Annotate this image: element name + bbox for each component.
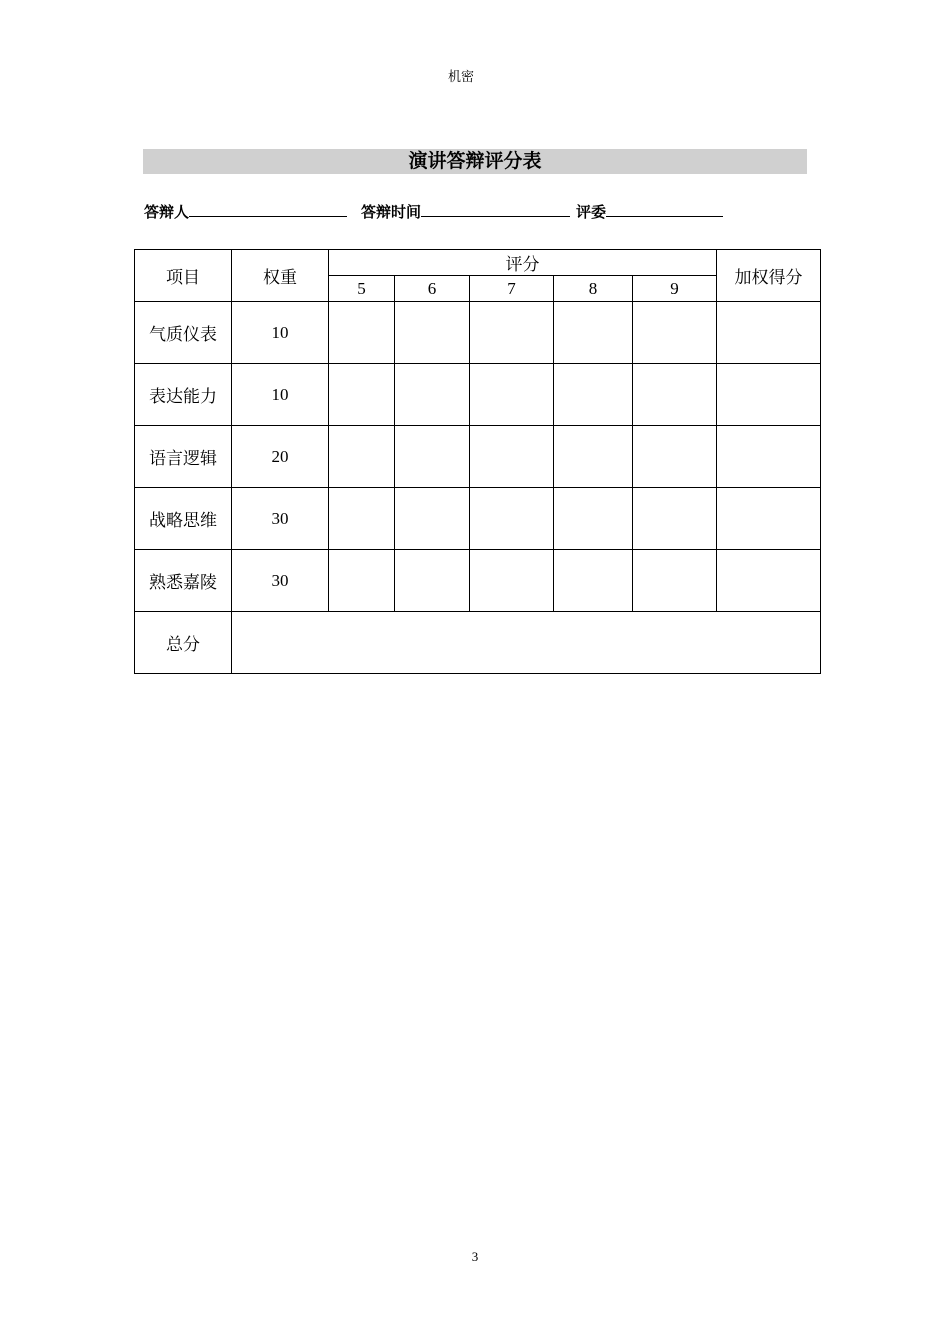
col-weighted-header: 加权得分 <box>717 250 821 302</box>
score-cell <box>470 550 554 612</box>
score-cell <box>633 426 717 488</box>
score-cell <box>470 364 554 426</box>
score-cell <box>633 302 717 364</box>
table-row <box>135 550 821 612</box>
defender-label: 答辩人 <box>144 203 190 221</box>
score-cell <box>554 426 633 488</box>
score-cell <box>395 364 470 426</box>
score-cell <box>554 302 633 364</box>
row-weight: 10 <box>232 364 329 426</box>
score-cell <box>633 550 717 612</box>
score-cell <box>329 488 395 550</box>
time-blank <box>421 201 570 217</box>
weighted-score-cell <box>717 302 821 364</box>
score-cell <box>470 426 554 488</box>
confidential-label: 机密 <box>447 70 474 85</box>
row-weight: 30 <box>232 488 329 550</box>
total-row <box>135 612 821 674</box>
score-level-5: 5 <box>329 276 395 302</box>
score-cell <box>395 550 470 612</box>
score-cell <box>470 488 554 550</box>
score-table <box>134 249 821 674</box>
score-cell <box>395 488 470 550</box>
score-cell <box>633 364 717 426</box>
score-level-8: 8 <box>554 276 633 302</box>
weighted-score-cell <box>717 550 821 612</box>
weighted-score-cell <box>717 364 821 426</box>
header-row <box>135 250 821 276</box>
col-item-header: 项目 <box>135 250 232 302</box>
score-cell <box>329 364 395 426</box>
table-row <box>135 488 821 550</box>
row-weight: 30 <box>232 550 329 612</box>
info-line <box>144 201 723 222</box>
score-cell <box>329 426 395 488</box>
table-row <box>135 364 821 426</box>
total-value-cell <box>232 612 821 674</box>
score-level-6: 6 <box>395 276 470 302</box>
col-score-header: 评分 <box>329 250 717 276</box>
score-cell <box>329 302 395 364</box>
score-cell <box>554 488 633 550</box>
score-level-7: 7 <box>470 276 554 302</box>
row-weight: 20 <box>232 426 329 488</box>
score-cell <box>395 302 470 364</box>
score-level-9: 9 <box>633 276 717 302</box>
defender-blank <box>189 201 347 217</box>
score-cell <box>395 426 470 488</box>
row-weight: 10 <box>232 302 329 364</box>
page-number: 3 <box>471 1249 479 1264</box>
row-item-label: 语言逻辑 <box>135 426 232 488</box>
table-row <box>135 302 821 364</box>
time-label: 答辩时间 <box>361 203 422 221</box>
judge-label: 评委 <box>576 203 607 221</box>
row-item-label: 熟悉嘉陵 <box>135 550 232 612</box>
score-cell <box>329 550 395 612</box>
row-item-label: 气质仪表 <box>135 302 232 364</box>
form-title: 演讲答辩评分表 <box>143 149 807 174</box>
total-label: 总分 <box>135 612 232 674</box>
weighted-score-cell <box>717 426 821 488</box>
weighted-score-cell <box>717 488 821 550</box>
score-cell <box>554 364 633 426</box>
col-weight-header: 权重 <box>232 250 329 302</box>
score-cell <box>633 488 717 550</box>
score-cell <box>554 550 633 612</box>
row-item-label: 战略思维 <box>135 488 232 550</box>
score-cell <box>470 302 554 364</box>
table-row <box>135 426 821 488</box>
row-item-label: 表达能力 <box>135 364 232 426</box>
judge-blank <box>606 201 723 217</box>
